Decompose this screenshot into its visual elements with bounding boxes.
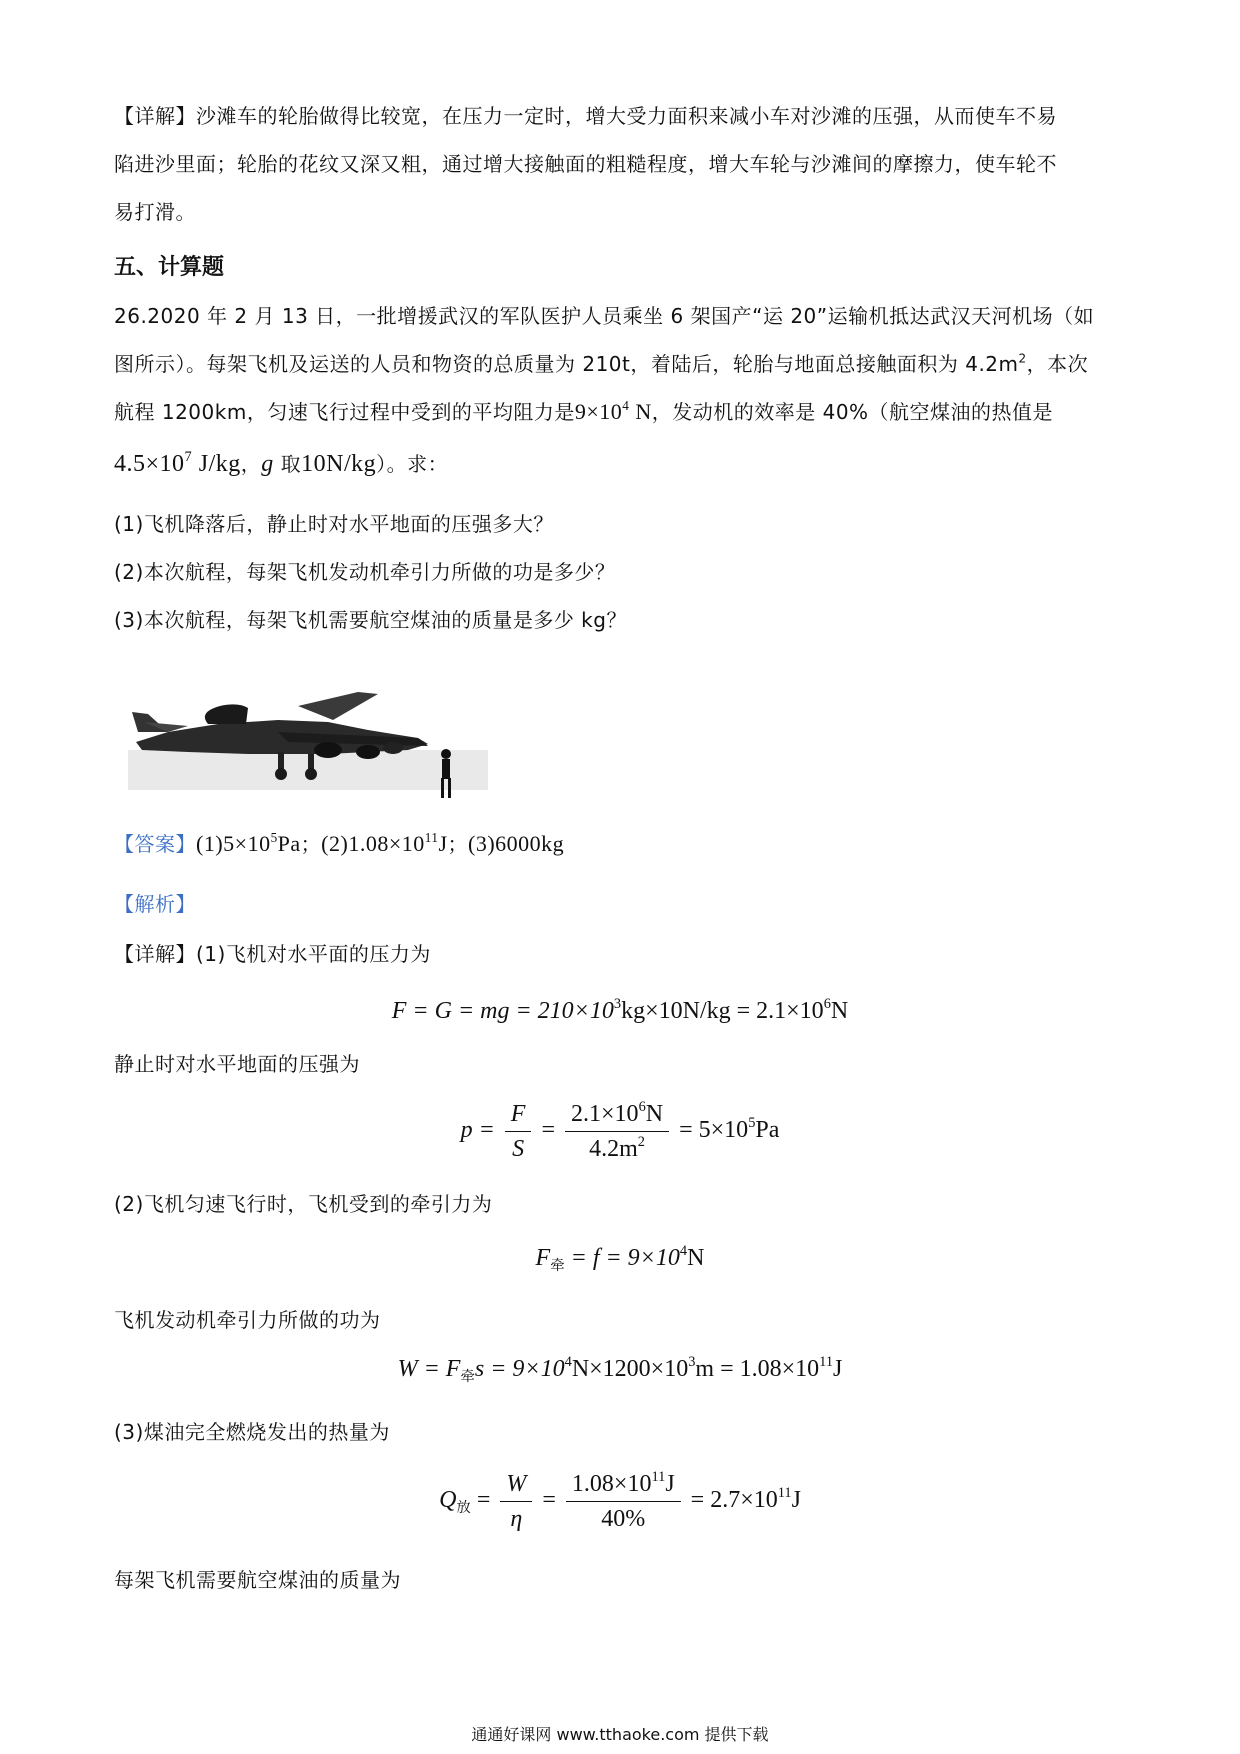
fraction-w-over-eta (500, 1470, 532, 1533)
text-fuel-mass: 每架飞机需要航空煤油的质量为 (114, 1568, 401, 1592)
answer-prefix: (1) (196, 831, 224, 856)
eq-text: N (645, 1101, 664, 1127)
eq-text: J (833, 1356, 843, 1382)
text-traction: (2)飞机匀速飞行时，飞机受到的牵引力为 (114, 1192, 493, 1216)
detail-text: (1)飞机对水平面的压力为 (196, 942, 431, 966)
eq-text: = (542, 1487, 556, 1514)
answer-2 (321, 831, 447, 856)
detail-paragraph-1 (114, 92, 1124, 236)
answer-prefix: (3) (468, 831, 496, 856)
superscript: 4 (679, 1242, 688, 1259)
math-value: 10N/kg (301, 451, 377, 477)
separator: ； (300, 832, 322, 856)
eq-text: p = (460, 1117, 495, 1144)
eq-text: m = 1.08×10 (695, 1356, 820, 1382)
problem-text: ，发动机的效率是 40%（航空煤油的热值是 (651, 400, 1054, 424)
denominator: S (512, 1136, 525, 1162)
superscript: 4 (622, 397, 630, 413)
superscript: 5 (748, 1114, 756, 1131)
math-g: g (261, 451, 274, 477)
equation-heat (0, 1470, 1240, 1533)
superscript: 3 (688, 1353, 696, 1370)
eq-text: = (476, 1487, 491, 1514)
superscript: 2 (1018, 351, 1027, 366)
subscript: 牵 (460, 1369, 475, 1386)
equation-work (0, 1353, 1240, 1386)
math-resistance (575, 399, 652, 424)
eq-text: N (830, 998, 849, 1024)
equation-force (0, 995, 1240, 1025)
subscript: 牵 (550, 1258, 565, 1275)
eq-text: = (541, 1117, 556, 1144)
superscript: 6 (823, 995, 831, 1012)
math-unit: N (629, 399, 652, 424)
superscript: 11 (651, 1468, 666, 1485)
equation-pressure (0, 1100, 1240, 1163)
problem-text: ，本次 (1026, 352, 1089, 376)
numerator: F (505, 1100, 532, 1132)
eq-text: kg×10N/kg = 2.1×10 (621, 998, 824, 1024)
answer-line (114, 820, 1124, 868)
separator: ； (447, 832, 469, 856)
punct: ， (240, 452, 262, 476)
eq-text: 2.1×10 (571, 1101, 639, 1127)
answer-tag: 【答案】 (114, 832, 196, 856)
denominator: 40% (601, 1506, 646, 1532)
answer-value: 6000kg (495, 831, 565, 856)
answer-value: 1.08×10 (348, 831, 425, 856)
eq-text: = 2.7×10 (690, 1487, 778, 1514)
fraction-values (565, 1100, 669, 1163)
denominator: η (510, 1506, 523, 1532)
problem-text: 航程 1200km，匀速飞行过程中受到的平均阻力是 (114, 400, 575, 424)
eq-text: s = 9×10 (474, 1356, 565, 1382)
problem-line-1: 26.2020 年 2 月 13 日，一批增援武汉的军队医护人员乘坐 6 架国产“运 20”运输机抵达武汉天河机场（如 (114, 304, 1095, 328)
question-1: (1)飞机降落后，静止时对水平地面的压强多大？ (114, 512, 554, 536)
eq-text: = f = 9×10 (564, 1245, 680, 1271)
problem-line-2 (114, 340, 1124, 388)
superscript: 5 (270, 829, 278, 845)
text-pressure: 静止时对水平地面的压强为 (114, 1052, 360, 1076)
answer-unit: J (438, 831, 448, 856)
numerator (566, 1470, 681, 1502)
superscript: 6 (638, 1098, 646, 1115)
answer-3 (468, 831, 564, 856)
detail-text: 沙滩车的轮胎做得比较宽，在压力一定时，增大受力面积来减小车对沙滩的压强，从而使车不易 (196, 104, 1057, 128)
answer-1 (196, 831, 301, 856)
analysis-tag: 【解析】 (114, 892, 196, 916)
superscript: 4 (564, 1353, 572, 1370)
problem-line-3 (114, 388, 1124, 436)
text-heat: (3)煤油完全燃烧发出的热量为 (114, 1420, 390, 1444)
eq-text: Q (439, 1487, 457, 1514)
detail-line-2: 陷进沙里面；轮胎的花纹又深又粗，通过增大接触面的粗糙程度，增大车轮与沙滩间的摩擦力，使车轮不 (114, 152, 1057, 176)
eq-text: N (687, 1245, 705, 1271)
eq-text: N×1200×10 (571, 1356, 689, 1382)
superscript: 11 (777, 1484, 792, 1501)
text-work: 飞机发动机牵引力所做的功为 (114, 1308, 381, 1332)
superscript: 11 (424, 829, 439, 845)
detail-intro (114, 930, 1124, 978)
math-value: 4.5×10 (114, 451, 185, 477)
equation-traction (0, 1242, 1240, 1275)
math-value: 9×10 (574, 399, 623, 424)
page-footer: 通通好课网 www.tthaoke.com 提供下载 (471, 1725, 769, 1744)
answer-value: 5×10 (223, 831, 271, 856)
problem-line-4 (114, 440, 1124, 488)
problem-statement (114, 292, 1124, 436)
superscript: 7 (184, 448, 193, 465)
eq-text: F (535, 1245, 551, 1271)
eq-text: 1.08×10 (571, 1471, 652, 1497)
detail-tag: 【详解】 (114, 942, 196, 966)
eq-text: W = F (397, 1356, 461, 1382)
eq-text: Pa (755, 1117, 780, 1144)
math-heat-value (114, 448, 241, 477)
detail-tag: 【详解】 (114, 104, 196, 128)
fraction-heat-values (566, 1470, 681, 1533)
question-2: (2)本次航程，每架飞机发动机牵引力所做的功是多少？ (114, 560, 616, 584)
eq-text: 4.2m (589, 1136, 638, 1162)
subscript: 放 (456, 1500, 471, 1517)
problem-text: 图所示）。每架飞机及运送的人员和物资的总质量为 210t，着陆后，轮胎与地面总接触面积为 4.2m (114, 352, 1019, 376)
problem-text: 取 (273, 452, 302, 476)
problem-text: ）。求： (376, 452, 449, 476)
fraction-f-over-s (505, 1100, 532, 1163)
superscript: 3 (613, 995, 622, 1012)
question-3: (3)本次航程，每架飞机需要航空煤油的质量是多少 kg？ (114, 608, 627, 632)
numerator: W (500, 1470, 532, 1502)
numerator (565, 1100, 669, 1132)
denominator (583, 1132, 651, 1163)
eq-text: J (791, 1487, 801, 1514)
eq-text: J (665, 1471, 675, 1497)
airplane-photo (128, 672, 488, 802)
detail-line-1 (114, 92, 1124, 140)
eq-text: = 5×10 (679, 1117, 749, 1144)
section-heading: 五、计算题 (114, 255, 225, 280)
math-unit: J/kg (192, 451, 241, 477)
eq-text: F = G = mg = 210×10 (391, 998, 614, 1024)
answer-unit: Pa (277, 831, 301, 856)
answer-prefix: (2) (321, 831, 349, 856)
superscript: 11 (819, 1353, 834, 1370)
superscript: 2 (637, 1133, 645, 1150)
detail-line-3: 易打滑。 (114, 200, 196, 224)
